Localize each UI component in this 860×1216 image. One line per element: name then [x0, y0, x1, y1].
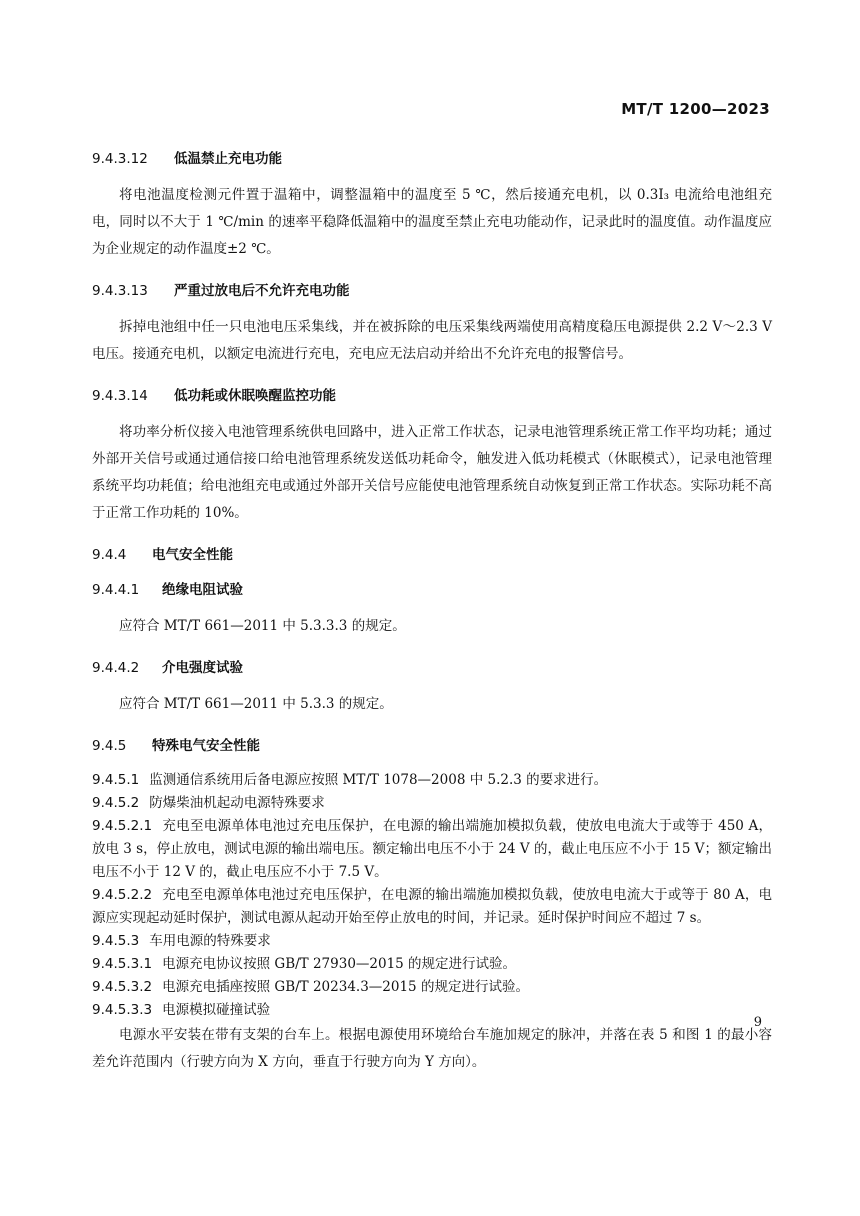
item-text: 充电至电源单体电池过充电压保护，在电源的输出端施加模拟负载，使放电电流大于或等于 450 A，放电 3 s，停止放电，测试电源的输出端电压。额定输出电压不小于 24 V 的，截止电压应不小于 15 V；额定输出电压不小于 12 V 的，截止电压应不小于 7.5 V。	[92, 818, 772, 880]
paragraph: 应符合 MT/T 661—2011 中 5.3.3.3 的规定。	[119, 618, 406, 634]
section-number: 9.4.4	[92, 547, 127, 563]
paragraph: 将电池温度检测元件置于温箱中，调整温箱中的温度至 5 ℃，然后接通充电机，以 0.3I₃ 电流给电池组充电，同时以不大于 1 ℃/min 的速率平稳降低温箱中的温度至禁止充电功能动作，记录此时的温度值。动作温度应为企业规定的动作温度±2 ℃。	[92, 187, 772, 257]
section-title: 严重过放电后不允许充电功能	[174, 283, 350, 299]
standard-number: MT/T 1200—2023	[621, 100, 770, 118]
item-number: 9.4.5.2.1	[92, 818, 153, 834]
item-number: 9.4.5.2.2	[92, 887, 153, 903]
section-heading	[92, 384, 772, 408]
section-heading	[92, 279, 772, 303]
paragraph: 拆掉电池组中任一只电池电压采集线，并在被拆除的电压采集线两端使用高精度稳压电源提供 2.2 V～2.3 V 电压。接通充电机，以额定电流进行充电，充电应无法启动并给出不允许充电的报警信号。	[92, 319, 772, 362]
item-text: 电源充电协议按照 GB/T 27930—2015 的规定进行试验。	[162, 956, 517, 972]
item-number: 9.4.5.3	[92, 933, 140, 949]
item-number: 9.4.5.3.3	[92, 1002, 153, 1018]
item-text: 车用电源的特殊要求	[149, 933, 271, 949]
list-item	[92, 815, 772, 884]
section-number: 9.4.3.14	[92, 388, 148, 404]
item-text: 防爆柴油机起动电源特殊要求	[149, 795, 325, 811]
item-text: 电源模拟碰撞试验	[162, 1002, 271, 1018]
item-text: 电源充电插座按照 GB/T 20234.3—2015 的规定进行试验。	[162, 979, 529, 995]
page-number: 9	[753, 1015, 762, 1030]
section-heading	[92, 578, 772, 602]
section-heading	[92, 734, 772, 758]
section-number: 9.4.4.2	[92, 660, 140, 676]
item-number: 9.4.5.3.2	[92, 979, 153, 995]
item-text: 监测通信系统用后备电源应按照 MT/T 1078—2008 中 5.2.3 的要求进行。	[149, 772, 608, 788]
section-number: 9.4.3.13	[92, 283, 148, 299]
section-title: 低温禁止充电功能	[174, 151, 282, 167]
section-number: 9.4.4.1	[92, 582, 140, 598]
section-title: 低功耗或休眠唤醒监控功能	[174, 388, 336, 404]
section-heading	[92, 147, 772, 171]
section-title: 绝缘电阻试验	[162, 582, 243, 598]
list-item	[92, 976, 772, 999]
list-item	[92, 999, 772, 1022]
paragraph: 将功率分析仪接入电池管理系统供电回路中，进入正常工作状态，记录电池管理系统正常工作平均功耗；通过外部开关信号或通过通信接口给电池管理系统发送低功耗命令，触发进入低功耗模式（休眠模式），记录电池管理系统平均功耗值；给电池组充电或通过外部开关信号应能使电池管理系统自动恢复到正常工作状态。实际功耗不高于正常工作功耗的 10%。	[92, 424, 772, 521]
section-heading	[92, 543, 772, 567]
page-content	[92, 147, 772, 1076]
section-number: 9.4.3.12	[92, 151, 148, 167]
item-text: 充电至电源单体电池过充电压保护，在电源的输出端施加模拟负载，使放电电流大于或等于 80 A，电源应实现起动延时保护，测试电源从起动开始至停止放电的时间，并记录。延时保护时间应不超过 7 s。	[92, 887, 772, 926]
list-item	[92, 953, 772, 976]
section-number: 9.4.5	[92, 738, 127, 754]
section-heading	[92, 656, 772, 680]
list-item	[92, 769, 772, 792]
section-title: 特殊电气安全性能	[152, 738, 260, 754]
section-title: 介电强度试验	[162, 660, 243, 676]
list-item	[92, 792, 772, 815]
section-title: 电气安全性能	[152, 547, 233, 563]
list-item	[92, 930, 772, 953]
item-number: 9.4.5.1	[92, 772, 140, 788]
paragraph: 电源水平安装在带有支架的台车上。根据电源使用环境给台车施加规定的脉冲，并落在表 5 和图 1 的最小容差允许范围内（行驶方向为 X 方向，垂直于行驶方向为 Y 方向）。	[92, 1027, 772, 1070]
item-number: 9.4.5.3.1	[92, 956, 153, 972]
paragraph: 应符合 MT/T 661—2011 中 5.3.3 的规定。	[119, 696, 393, 712]
item-number: 9.4.5.2	[92, 795, 140, 811]
list-item	[92, 884, 772, 930]
